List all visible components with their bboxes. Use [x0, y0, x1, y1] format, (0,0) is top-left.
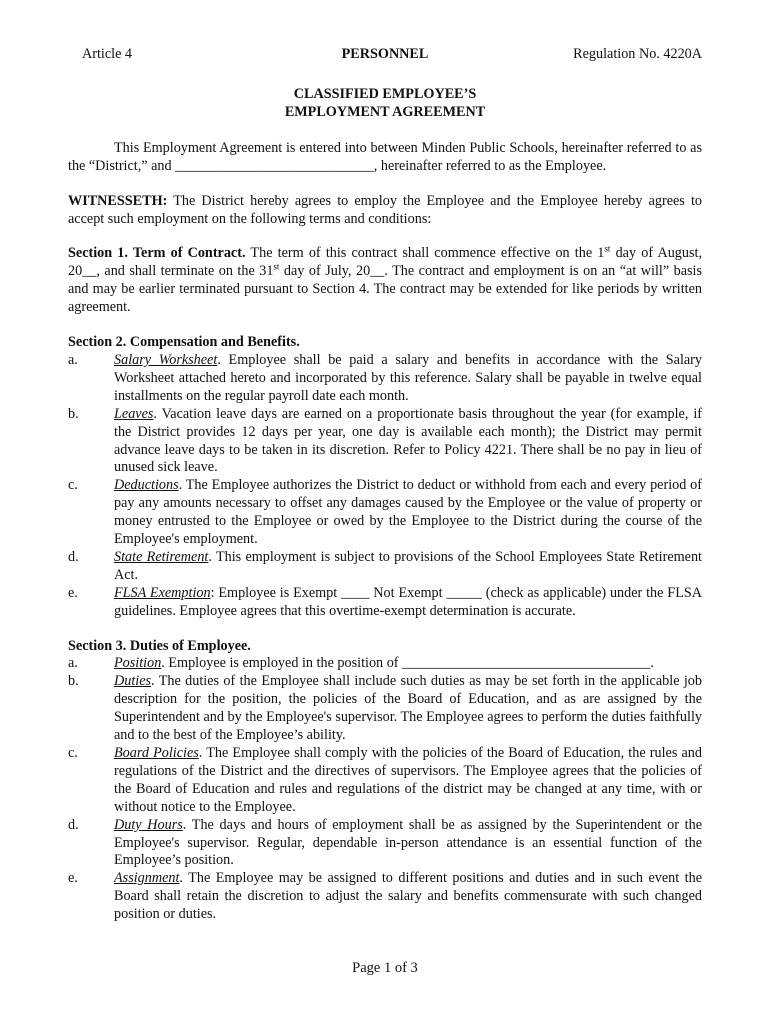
document-title: [68, 86, 702, 122]
item-marker: b.: [68, 405, 79, 422]
item-term: Position: [114, 655, 162, 672]
list-item: [68, 870, 702, 924]
section-1-text: day of July, 20__. The contract and employment is on an “at will” basis and may be earlier terminated pursuant to Section 4. The contract may be extended for like periods by written agreement.: [68, 263, 703, 316]
title-line-2: EMPLOYMENT AGREEMENT: [284, 103, 486, 120]
item-term: Leaves: [114, 405, 154, 422]
section-1-paragraph: [68, 245, 702, 317]
section-2-heading: Section 2. Compensation and Benefits.: [68, 334, 300, 351]
section-1-heading: Section 1. Term of Contract.: [68, 245, 246, 262]
item-term: Salary Worksheet: [114, 351, 218, 368]
list-item: [68, 817, 702, 871]
item-text: : Employee is Exempt ____ Not Exempt _____ (check as applicable) under the FLSA guidelines. Employee agrees that this overtime-exempt determination is accurate.: [114, 584, 702, 619]
list-item: [68, 673, 702, 745]
item-term: Duties: [114, 673, 152, 690]
item-marker: b.: [68, 673, 79, 690]
header-regulation: Regulation No. 4220A: [573, 46, 702, 62]
section-1-text: day of August, 20__, and shall terminate on the 31: [68, 245, 702, 280]
item-text: . The Employee may be assigned to different positions and duties and in such event the Board shall retain the discretion to adjust the salary and benefits commensurate with such changed position or duties.: [114, 870, 702, 923]
section-3-list: [68, 655, 702, 924]
witnesseth-paragraph: [68, 193, 702, 229]
list-item: [68, 745, 702, 817]
item-marker: a.: [68, 351, 78, 368]
header-title: PERSONNEL: [341, 46, 429, 62]
item-text: . Employee is employed in the position of ___________________________________.: [161, 655, 654, 672]
item-marker: d.: [68, 816, 79, 833]
item-term: Assignment: [114, 870, 180, 887]
list-item: [68, 585, 702, 621]
item-text: . Vacation leave days are earned on a proportionate basis throughout the year (for example, if the District provides 12 days per year, one day is available each month); the District may permit advance leave days to be taken in its discretion. Refer to Policy 4221. There shall be no pay in lieu of unused sick leave.: [114, 405, 702, 476]
section-1-text: The term of this contract shall commence effective on the 1: [245, 245, 605, 262]
item-term: Board Policies: [114, 745, 199, 761]
running-header: [68, 46, 702, 66]
item-marker: e.: [68, 584, 78, 601]
item-text: . The Employee authorizes the District to deduct or withhold from each and every period of pay any amounts necessary to offset any damages caused by the Employee or the value of property or money entrusted to the Employee or owed by the Employee to the District during the course of the Employee's employment.: [114, 477, 702, 548]
item-text: . The days and hours of employment shall be as assigned by the Superintendent or the Employee's supervisor. Regular, dependable in-person attendance is an essential function of the Employee’s position.: [114, 816, 702, 869]
list-item: [68, 406, 702, 478]
list-item: [68, 549, 702, 585]
page-number: Page 1 of 3: [352, 960, 418, 976]
section-3-heading: Section 3. Duties of Employee.: [68, 637, 251, 654]
list-item: [68, 477, 702, 549]
section-1-superscript: st: [604, 243, 611, 254]
item-marker: d.: [68, 548, 79, 565]
item-marker: e.: [68, 870, 78, 887]
section-2-list: [68, 352, 702, 621]
item-marker: c.: [68, 477, 78, 494]
intro-paragraph: This Employment Agreement is entered into between Minden Public Schools, hereinafter referred to as the “District,” and ____________________________, hereinafter referred to as the Employee.: [68, 139, 702, 174]
list-item: [68, 352, 702, 406]
item-term: Duty Hours: [114, 816, 183, 833]
witnesseth-label: WITNESSETH:: [68, 192, 168, 209]
item-text: . The duties of the Employee shall include such duties as may be set forth in the applicable job description for the position, the policies of the Board of Education, and as are assigned by the Superintendent and by the Employee's supervisor. The Employee agrees to perform the duties faithfully and to the best of the Employee’s ability.: [114, 673, 702, 744]
section-1-superscript: st: [273, 261, 280, 272]
item-term: Deductions: [114, 477, 179, 494]
item-marker: a.: [68, 655, 78, 672]
item-term: FLSA Exemption: [114, 584, 211, 601]
item-text: . This employment is subject to provisions of the School Employees State Retirement Act.: [114, 548, 702, 583]
header-article: Article 4: [82, 46, 133, 62]
witnesseth-text: The District hereby agrees to employ the Employee and the Employee hereby agrees to accept such employment on the following terms and conditions:: [68, 192, 702, 227]
title-line-1: CLASSIFIED EMPLOYEE’S: [293, 86, 477, 102]
list-item: [68, 655, 702, 673]
item-term: State Retirement: [114, 548, 209, 565]
item-text: . Employee shall be paid a salary and benefits in accordance with the Salary Worksheet attached hereto and incorporated by this reference. Salary shall be payable in twelve equal installments on the regular payroll date each month.: [114, 351, 703, 404]
item-marker: c.: [68, 745, 78, 761]
document-page: [68, 40, 702, 924]
item-text: . The Employee shall comply with the policies of the Board of Education, the rules and regulations of the District and the directives of supervisors. The Employee agrees that the policies of the Board of Education and rules and regulations of the district may be changed at any time, with or without notice to the Employee.: [114, 745, 702, 815]
